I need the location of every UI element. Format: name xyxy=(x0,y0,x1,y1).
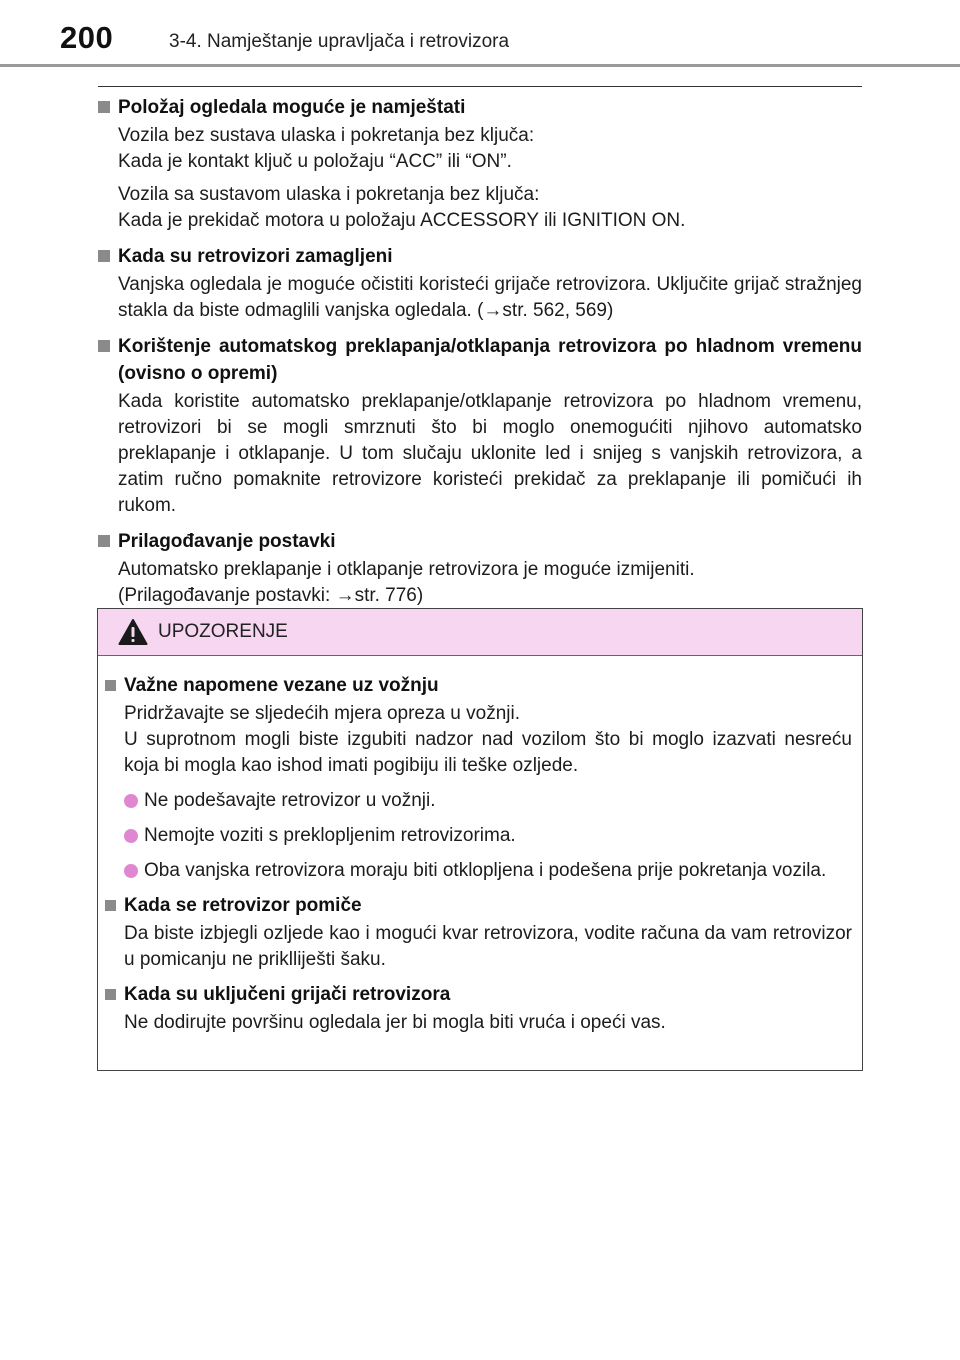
section-cold-weather-folding xyxy=(98,333,862,519)
section-heading: Korištenje automatskog preklapanja/otklapanja retrovizora po hladnom vremenu (ovisno o opremi) xyxy=(98,333,862,387)
section-heading: Položaj ogledala moguće je namještati xyxy=(98,94,862,121)
main-content xyxy=(98,94,862,618)
warning-item-driving xyxy=(105,672,852,884)
warning-item-text: Da biste izbjegli ozljede kao i mogući kvar retrovizora, vodite računa da vam retrovizor u pomicanju ne priklliješti šaku. xyxy=(124,923,852,970)
warning-title: UPOZORENJE xyxy=(158,621,288,642)
square-bullet-icon xyxy=(105,680,116,691)
square-bullet-icon xyxy=(105,989,116,1000)
square-bullet-icon xyxy=(98,535,110,547)
section-customization xyxy=(98,528,862,609)
warning-bullet: Ne podešavajte retrovizor u vožnji. xyxy=(105,788,852,814)
warning-item-heading: Kada se retrovizor pomiče xyxy=(105,892,852,919)
warning-header xyxy=(98,609,862,656)
page-number: 200 xyxy=(60,20,114,55)
warning-item-mirror-moving xyxy=(105,892,852,973)
header-divider xyxy=(0,64,960,67)
warning-item-heading: Kada su uključeni grijači retrovizora xyxy=(105,981,852,1008)
square-bullet-icon xyxy=(105,900,116,911)
circle-bullet-icon xyxy=(124,829,138,843)
warning-item-heaters xyxy=(105,981,852,1036)
section-paragraph: Vozila sa sustavom ulaska i pokretanja bez ključa: Kada je prekidač motora u položaju ACCESSORY ili IGNITION ON. xyxy=(118,184,686,231)
warning-bullet: Nemojte voziti s preklopljenim retrovizorima. xyxy=(105,823,852,849)
warning-body xyxy=(98,656,862,1036)
warning-triangle-icon xyxy=(118,618,148,646)
section-fogged-mirrors xyxy=(98,243,862,324)
square-bullet-icon xyxy=(98,101,110,113)
section-paragraph: Kada koristite automatsko preklapanje/otklapanje retrovizora po hladnom vremenu, retrovizori bi se mogli smrznuti što bi moglo onemogućiti njihovo automatsko preklapanje i otklapanje. U tom slučaju uklonite led i snijeg s vanjskih retrovizora, a zatim ručno pomaknite retrovizore koristeći prekidač za preklapanje ili pomičući ih rukom. xyxy=(118,391,862,516)
square-bullet-icon xyxy=(98,340,110,352)
content-divider xyxy=(98,86,862,87)
section-title: 3-4. Namještanje upravljača i retrovizora xyxy=(169,31,510,52)
section-heading: Kada su retrovizori zamagljeni xyxy=(98,243,862,270)
section-paragraph: Automatsko preklapanje i otklapanje retrovizora je moguće izmijeniti. (Prilagođavanje postavki: →str. 776) xyxy=(118,559,695,606)
section-heading: Prilagođavanje postavki xyxy=(98,528,862,555)
page-header xyxy=(0,0,960,68)
section-paragraph: Vozila bez sustava ulaska i pokretanja bez ključa: Kada je kontakt ključ u položaju “ACC” ili “ON”. xyxy=(118,125,535,172)
section-mirror-adjustment xyxy=(98,94,862,234)
warning-item-text: Ne dodirujte površinu ogledala jer bi mogla biti vruća i opeći vas. xyxy=(124,1012,666,1033)
warning-box xyxy=(97,608,863,1071)
circle-bullet-icon xyxy=(124,794,138,808)
warning-item-text: Pridržavajte se sljedećih mjera opreza u vožnji. U suprotnom mogli biste izgubiti nadzor nad vozilom što bi moglo izazvati nesreću koja bi mogla kao ishod imati pogibiju ili teške ozljede. xyxy=(124,703,852,776)
circle-bullet-icon xyxy=(124,864,138,878)
warning-bullet: Oba vanjska retrovizora moraju biti otklopljena i podešena prije pokretanja vozila. xyxy=(105,858,852,884)
square-bullet-icon xyxy=(98,250,110,262)
warning-item-heading: Važne napomene vezane uz vožnju xyxy=(105,672,852,699)
section-paragraph: Vanjska ogledala je moguće očistiti koristeći grijače retrovizora. Uključite grijač stražnjeg stakla da biste odmaglili vanjska ogledala. (→str. 562, 569) xyxy=(118,274,862,321)
